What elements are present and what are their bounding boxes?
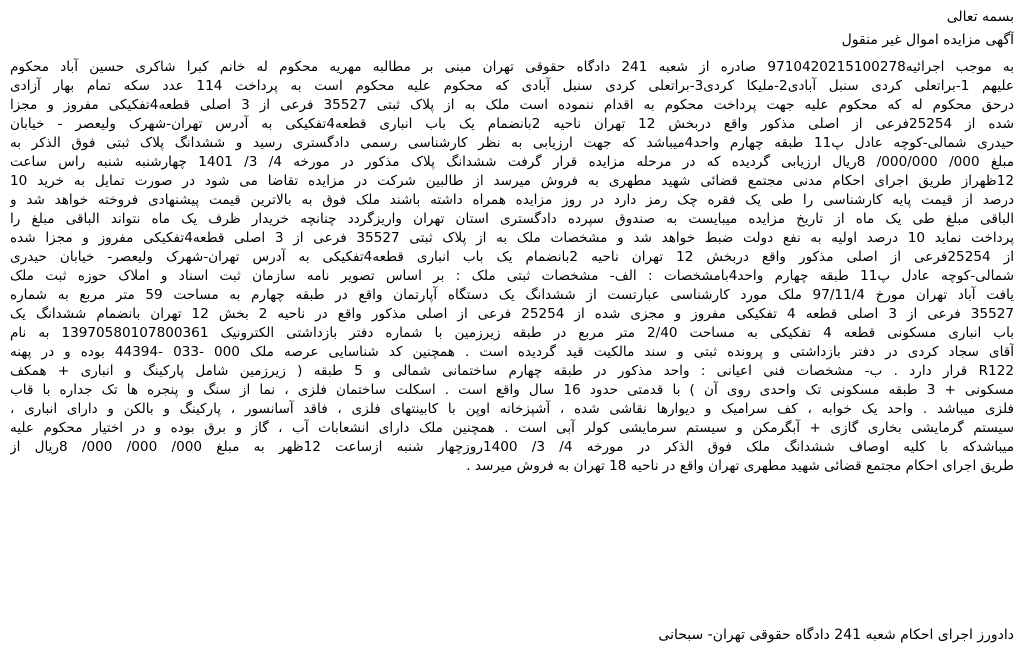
body-line: شده از 25254فرعی از اصلی مذکور واقع دربخش 12 تهران ناحیه 2بانضمام یک باب انباری قطعه4تفکیکی به آدرس تهران-شهرک ولیعصر - خیابان (10, 116, 1014, 132)
body-line: 12ظهراز طریق اجرای احکام مدنی مجتمع قضائی شهید مطهری به فروش میرسد از طالبین شرکت در مزایده تقاضا می شود در صورت تمایل به خرید 10 (10, 173, 1014, 189)
body-line: درصد از قیمت پایه کارشناسی را طی یک فقره چک رمز دارد در روز مزایده همراه داشته باشند ملک فوق به بالاترین قیمت پیشنهادی فروخته خواهد شد و (10, 192, 1014, 208)
body-line: به موجب اجرائیه9710420215100278 صادره از شعبه 241 دادگاه حقوقی تهران مبنی بر مطالبه مهریه محکوم له خانم کبرا شاکری حسین آباد محکوم (10, 59, 1014, 75)
notice-title: بسمه تعالی (946, 9, 1014, 25)
body-line: علیهم 1-براتعلی کردی سنبل آبادی2-ملیکا کردی3-براتعلی کردی سنبل آبادی که محکوم علیه محکوم است به پرداخت 114 عدد سکه تمام بهار آزادی (10, 78, 1014, 94)
body-line: طریق اجرای احکام مجتمع قضائی شهید مطهری تهران واقع در ناحیه 18 تهران به فروش میرسد . (466, 458, 1014, 474)
body-line: میباشدکه با کلیه اوصاف ششدانگ ملک فوق الذکر در مورخه 4/ 3/ 1400روزچهار شنبه ازساعت 12ظهر به مبلغ 000/ 000/ 000/ 8ریال از (10, 439, 1014, 455)
body-line: پرداخت نماید 10 درصد اولیه به نفع دولت ضبط خواهد شد و مشخصات ملک به از پلاک ثبتی 35527 فرعی از 3 اصلی قطعه4تفکیکی مفروز و مجزا شده (10, 230, 1014, 246)
notice-footer (10, 626, 1014, 644)
body-line: 35527 فرعی از 3 اصلی قطعه 4 تفکیکی مفروز و مجزی شده از 25254 فرعی از اصلی مذکور واقع در ناحیه 2 بخش 12 تهران بانضمام ششدانگ یک (10, 306, 1014, 322)
notice-body (10, 58, 1014, 476)
body-line: حیدری شمالی-کوچه عادل پ11 طبقه چهارم واحد4میباشد که جهت ارزیابی به نظر کارشناسی رسمی دادگستری رسید و ششدانگ پلاک ثبتی فوق الذکر به (10, 135, 1014, 151)
body-line: درحق محکوم له که محکوم علیه جهت پرداخت محکوم به اقدام ننموده است ملک به از پلاک ثبتی 35527 فرعی از 3 اصلی قطعه4تفکیکی مفروز و مجزا (10, 97, 1014, 113)
body-line: باب انباری مسکونی قطعه 4 تفکیکی به مساحت 2/40 متر مربع در طبقه زیرزمین با شماره دفتر بازداشتی الکترونیک 13970580107800361 به نام (10, 325, 1014, 341)
body-line: R122 قرار دارد . ب- مشخصات فنی اعیانی : واحد مذکور در طبقه چهارم ساختمانی شمالی و 5 طبقه ( زیرزمین شامل پارکینگ و انباری + همکف (10, 363, 1014, 379)
body-line: الباقی مبلغ طی یک ماه از تاریخ مزایده میبایست به صندوق سپرده دادگستری استان تهران واریزگردد چنانچه خریدار ظرف یک ماه نتواند الباقی مبلغ را (10, 211, 1014, 227)
body-line: یافت آباد تهران مورخ 97/11/4 ملک مورد کارشناسی عبارتست از ششدانگ یک دستگاه آپارتمان واقع در طبقه چهارم به مساحت 59 متر مربع به شماره (10, 287, 1014, 303)
body-line: مبلغ 000/ 000/000/ 8ریال ارزیابی گردیده که در مرحله مزایده قرار گرفت ششدانگ پلاک مذکور در مورخه 4/ 3/ 1401 چهارشنبه شنبه راس ساعت (10, 154, 1014, 170)
body-line: شمالی-کوچه عادل پ11 طبقه چهارم واحد4بامشخصات : الف- مشخصات ثبتی ملک : بر اساس تصویر نامه سازمان ثبت اسناد و املاک حوزه ثبت ملک (10, 268, 1014, 284)
body-line: فلزی میباشد . واحد یک خوابه ، کف سرامیک و دیوارها نقاشی شده ، آشپزخانه اوپن با کابینتهای فلزی ، فاقد آسانسور ، پارکینگ و بالکن و دارای انباری ، (10, 401, 1014, 417)
body-line: از 25254فرعی از اصلی مذکور واقع دربخش 12 تهران ناحیه 2بانضمام یک باب انباری قطعه4تفکیکی به آدرس تهران-شهرک ولیعصر- خیابان حیدری (10, 249, 1014, 265)
signature-line: دادورز اجرای احکام شعبه 241 دادگاه حقوقی تهران- سبحانی (658, 627, 1014, 643)
notice-subtitle: آگهی مزایده اموال غیر منقول (841, 32, 1014, 48)
body-line: مسکونی + 3 طبقه مسکونی تک واحدی روی آن ) با قدمتی حدود 16 سال واقع است . اسکلت ساختمان فلزی ، نما از سنگ و پنجره ها تک جداره با قاب (10, 382, 1014, 398)
body-line: سیستم گرمایشی بخاری گازی + آبگرمکن و سیستم سرمایشی کولر آبی است . همچنین ملک دارای انشعابات آب ، گاز و برق بوده و در اختیار محکوم علیه (10, 420, 1014, 436)
body-line: آقای سجاد کردی در دفتر بازداشتی و پرونده ثبتی و سند مالکیت قید گردیده است . همچنین کد شناسایی عرصه ملک 000 -033 -44394 بوده و در پهنه (10, 344, 1014, 360)
